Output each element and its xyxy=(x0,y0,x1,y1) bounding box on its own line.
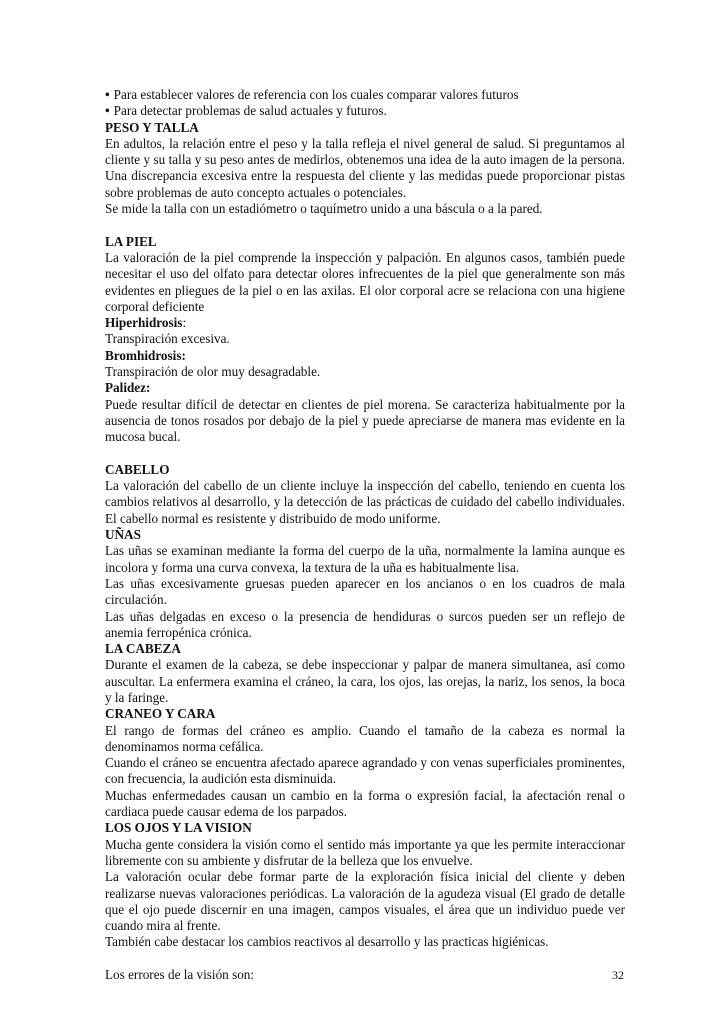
term-definition: Transpiración de olor muy desagradable. xyxy=(105,364,321,380)
paragraph: El rango de formas del cráneo es amplio. Cuando el tamaño de la cabeza es normal la denominamos norma cefálica. xyxy=(105,722,625,754)
paragraph: Se mide la talla con un estadiómetro o taquímetro unido a una báscula o a la pared. xyxy=(105,201,543,217)
section-heading-unas: UÑAS xyxy=(105,527,141,543)
term-definition: Transpiración excesiva. xyxy=(105,331,230,347)
paragraph: Durante el examen de la cabeza, se debe inspeccionar y palpar de manera simultanea, así como auscultar. La enfermera examina el cráneo, la cara, los ojos, las orejas, la nariz, los senos, la boca y la faringe. xyxy=(105,657,625,705)
section-heading-craneo-cara: CRANEO Y CARA xyxy=(105,706,216,722)
paragraph: La valoración del cabello de un cliente incluye la inspección del cabello, teniendo en cuenta los cambios relativos al desarrollo, y la detección de las prácticas de cuidado del cabello individuales. El cabello normal es resistente y distribuido de modo uniforme. xyxy=(105,478,625,526)
bullet-item: • Para establecer valores de referencia con los cuales comparar valores futuros xyxy=(105,87,625,103)
bullet-item: • Para detectar problemas de salud actuales y futuros. xyxy=(105,103,625,119)
section-heading-piel: LA PIEL xyxy=(105,233,157,249)
paragraph: También cabe destacar los cambios reactivos al desarrollo y las practicas higiénicas. xyxy=(105,934,549,950)
term-line xyxy=(105,315,625,331)
paragraph: Las uñas se examinan mediante la forma del cuerpo de la uña, normalmente la lamina aunque es incolora y forma una curva convexa, la textura de la uña es habitualmente lisa. xyxy=(105,543,625,575)
paragraph: Mucha gente considera la visión como el sentido más importante ya que les permite interaccionar libremente con su ambiente y disfrutar de la belleza que los envuelve. xyxy=(105,836,625,868)
spacer xyxy=(105,217,625,233)
section-heading-peso-talla: PESO Y TALLA xyxy=(105,119,199,135)
spacer xyxy=(105,951,625,967)
term-definition: Puede resultar difícil de detectar en clientes de piel morena. Se caracteriza habitualmente por la ausencia de tonos rosados por debajo de la piel y puede apreciarse de manera mas evidente en la mucosa bucal. xyxy=(105,396,625,445)
section-heading-cabello: CABELLO xyxy=(105,461,170,477)
paragraph: Muchas enfermedades causan un cambio en la forma o expresión facial, la afectación renal o cardiaca puede causar edema de los parpados. xyxy=(105,787,625,820)
paragraph: Las uñas excesivamente gruesas pueden aparecer en los ancianos o en los cuadros de mala circulación. xyxy=(105,575,625,608)
page-number: 32 xyxy=(612,968,624,982)
paragraph: La valoración de la piel comprende la inspección y palpación. En algunos casos, también puede necesitar el uso del olfato para detectar olores infrecuentes de la piel que generalmente son más evidentes en pliegues de la piel o en las axilas. El olor corporal acre se relaciona con una higiene corporal deficiente xyxy=(105,249,625,314)
paragraph: La valoración ocular debe formar parte de la exploración física inicial del cliente y deben realizarse nuevas valoraciones periódicas. La valoración de la agudeza visual (El grado de detalle que el ojo puede discernir en una imagen, campos visuales, el área que un individuo puede ver cuando mira al frente. xyxy=(105,869,625,934)
document-page xyxy=(105,87,625,983)
paragraph: Las uñas delgadas en exceso o la presencia de hendiduras o surcos pueden ser un reflejo de anemia ferropénica crónica. xyxy=(105,608,625,640)
term-bromhidrosis: Bromhidrosis: xyxy=(105,347,186,363)
paragraph: Los errores de la visión son: xyxy=(105,967,255,983)
term-hiperhidrosis: Hiperhidrosis xyxy=(105,315,183,331)
paragraph: En adultos, la relación entre el peso y la talla refleja el nivel general de salud. Si preguntamos al cliente y su talla y su peso antes de medirlos, obtenemos una idea de la auto imagen de la persona. Una discrepancia excesiva entre la respuesta del cliente y las medidas puede proporcionar pistas sobre problemas de auto concepto actuales o potenciales. xyxy=(105,135,625,200)
spacer xyxy=(105,446,625,462)
paragraph: Cuando el cráneo se encuentra afectado aparece agrandado y con venas superficiales prominentes, con frecuencia, la audición esta disminuida. xyxy=(105,755,625,787)
term-palidez: Palidez: xyxy=(105,380,151,396)
section-heading-cabeza: LA CABEZA xyxy=(105,641,181,657)
term-colon: : xyxy=(182,315,187,331)
section-heading-ojos-vision: LOS OJOS Y LA VISION xyxy=(105,820,252,836)
